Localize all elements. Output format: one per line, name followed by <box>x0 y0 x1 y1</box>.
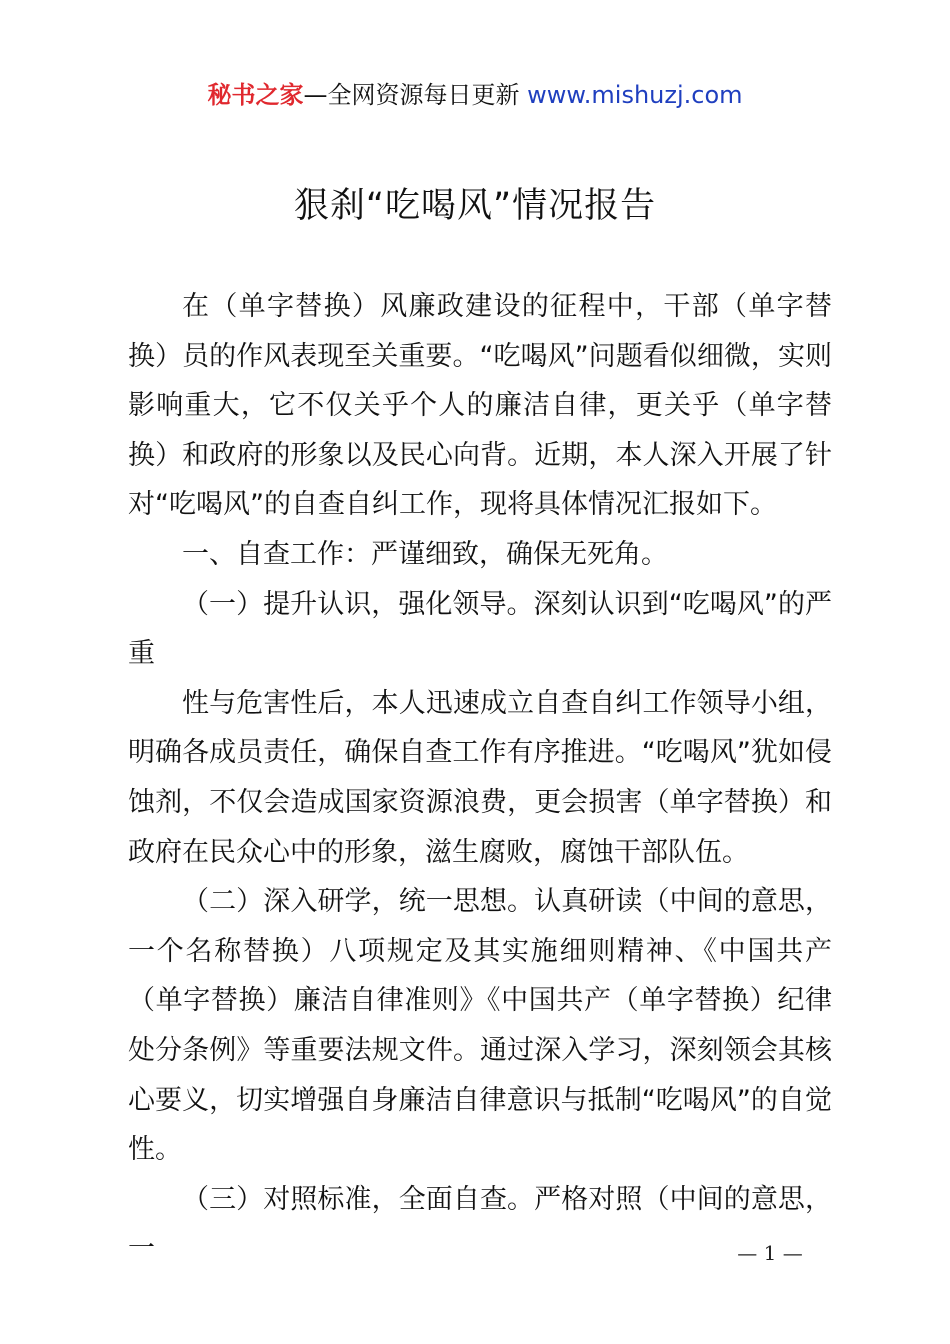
brand-name: 秘书之家 <box>207 81 304 109</box>
subsection-1-paragraph: 性与危害性后，本人迅速成立自查自纠工作领导小组，明确各成员责任，确保自查工作有序推进。“吃喝风”犹如侵蚀剂，不仅会造成国家资源浪费，更会损害（单字替换）和政府在民众心中的形象，滋生腐败，腐蚀干部队伍。 <box>128 687 832 868</box>
website-link[interactable]: www.mishuzj.com <box>527 81 743 109</box>
subsection-3-paragraph: （三）对照标准，全面自查。严格对照（中间的意思，一 <box>128 1183 832 1265</box>
subsection-2-paragraph: （二）深入研学，统一思想。认真研读（中间的意思，一个名称替换）八项规定及其实施细则精神、《中国共产（单字替换）廉洁自律准则》《中国共产（单字替换）纪律处分条例》等重要法规文件。通过深入学习，深刻领会其核心要义，切实增强自身廉洁自律意识与抵制“吃喝风”的自觉性。 <box>128 886 832 1166</box>
site-header <box>0 78 950 112</box>
intro-paragraph: 在（单字替换）风廉政建设的征程中，干部（单字替换）员的作风表现至关重要。“吃喝风”问题看似细微，实则影响重大，它不仅关乎个人的廉洁自律，更关乎（单字替换）和政府的形象以及民心向背。近期，本人深入开展了针对“吃喝风”的自查自纠工作，现将具体情况汇报如下。 <box>128 291 832 521</box>
page-number: — 1 — <box>737 1241 803 1265</box>
section-heading: 一、自查工作：严谨细致，确保无死角。 <box>182 538 668 570</box>
subsection-1-heading: （一）提升认识，强化领导。深刻认识到“吃喝风”的严重 <box>128 588 832 670</box>
document-body <box>128 282 832 1274</box>
document-title: 狠刹“吃喝风”情况报告 <box>293 186 657 226</box>
header-tagline: —全网资源每日更新 <box>303 81 528 109</box>
